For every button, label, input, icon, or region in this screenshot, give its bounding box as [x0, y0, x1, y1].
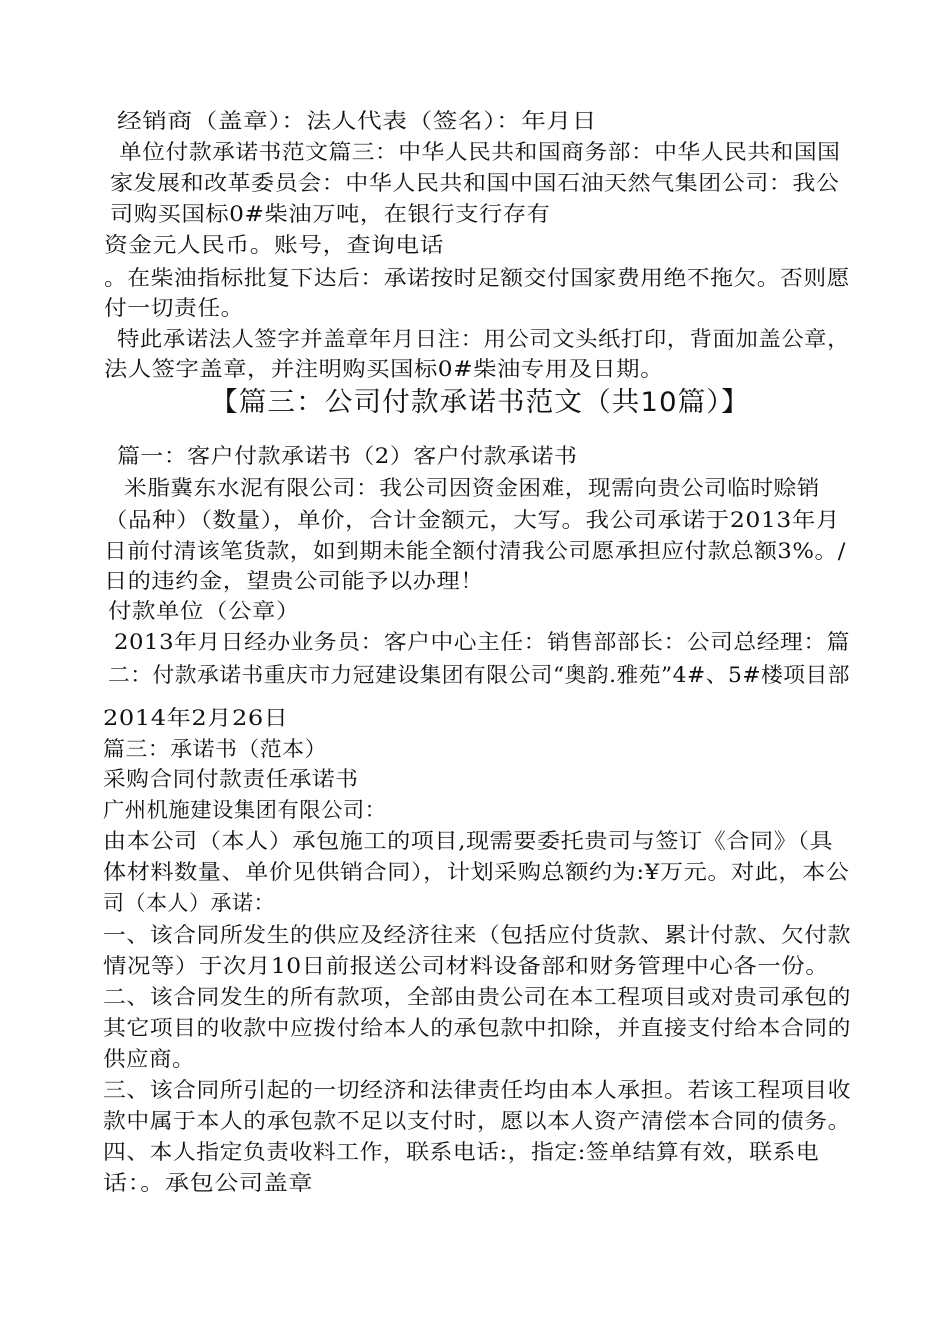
text-line: 二、该合同发生的所有款项，全部由贵公司在本工程项目或对贵司承包的 — [103, 985, 851, 1009]
text-line: 采购合同付款责任承诺书 — [103, 767, 359, 791]
text-line: 款中属于本人的承包款不足以支付时，愿以本人资产清偿本合同的债务。 — [103, 1109, 851, 1133]
text-line: 话：。承包公司盖章 — [103, 1171, 313, 1195]
text-line: 法人签字盖章，并注明购买国标0#柴油专用及日期。 — [104, 357, 664, 381]
text-line: 情况等）于次月10日前报送公司材料设备部和财务管理中心各一份。 — [103, 954, 830, 978]
text-line: 供应商。 — [103, 1047, 195, 1071]
text-line: 特此承诺法人签字并盖章年月日注：用公司文头纸打印，背面加盖公章， — [117, 327, 850, 351]
text-line: 体材料数量、单价见供销合同），计划采购总额约为:¥万元。对此，本公 — [103, 860, 850, 884]
text-line: 日前付清该笔货款，如到期未能全额付清我公司愿承担应付款总额3%。/ — [104, 539, 846, 563]
text-line: （品种）（数量），单价，合计金额元，大写。我公司承诺于2013年月 — [104, 508, 840, 532]
section-heading: 【篇三：公司付款承诺书范文（共10篇）】 — [210, 387, 750, 418]
text-line: 资金元人民币。账号，查询电话 — [104, 233, 444, 257]
text-line: 经销商（盖章）：法人代表（签名）：年月日 — [117, 109, 597, 133]
text-line: 司（本人）承诺： — [103, 891, 275, 915]
text-line: 司购买国标0#柴油万吨，在银行支行存有 — [110, 202, 551, 226]
text-line: 广州机施建设集团有限公司： — [103, 798, 387, 822]
text-line: 一、该合同所发生的供应及经济往来（包括应付货款、累计付款、欠付款 — [103, 923, 851, 947]
text-line: 篇一：客户付款承诺书（2）客户付款承诺书 — [117, 444, 578, 468]
text-line: 付一切责任。 — [104, 296, 244, 320]
text-line: 其它项目的收款中应拨付给本人的承包款中扣除，并直接支付给本合同的 — [103, 1016, 851, 1040]
text-line: 日的违约金，望贵公司能予以办理！ — [104, 569, 485, 593]
text-line: 由本公司（本人）承包施工的项目,现需要委托贵司与签订《合同》（具 — [103, 829, 834, 853]
text-line: 米脂冀东水泥有限公司：我公司因资金困难，现需向贵公司临时赊销 — [124, 476, 820, 500]
text-line: 篇三：承诺书（范本） — [103, 737, 327, 761]
text-line: 2013年月日经办业务员：客户中心主任：销售部部长：公司总经理：篇 — [114, 630, 850, 654]
text-line: 单位付款承诺书范文篇三：中华人民共和国商务部：中华人民共和国国 — [119, 140, 841, 164]
text-line: 四、本人指定负责收料工作，联系电话:，指定:签单结算有效，联系电 — [103, 1140, 820, 1164]
text-line: 二：付款承诺书重庆市力冠建设集团有限公司“奥韵.雅苑”4#、5#楼项目部 — [108, 663, 851, 687]
text-line: 。在柴油指标批复下达后：承诺按时足额交付国家费用绝不拖欠。否则愿 — [104, 266, 850, 290]
text-line: 2014年2月26日 — [103, 706, 289, 730]
text-line: 三、该合同所引起的一切经济和法律责任均由本人承担。若该工程项目收 — [103, 1078, 851, 1102]
text-line: 付款单位（公章） — [108, 599, 300, 623]
text-line: 家发展和改革委员会：中华人民共和国中国石油天然气集团公司：我公 — [110, 171, 840, 195]
